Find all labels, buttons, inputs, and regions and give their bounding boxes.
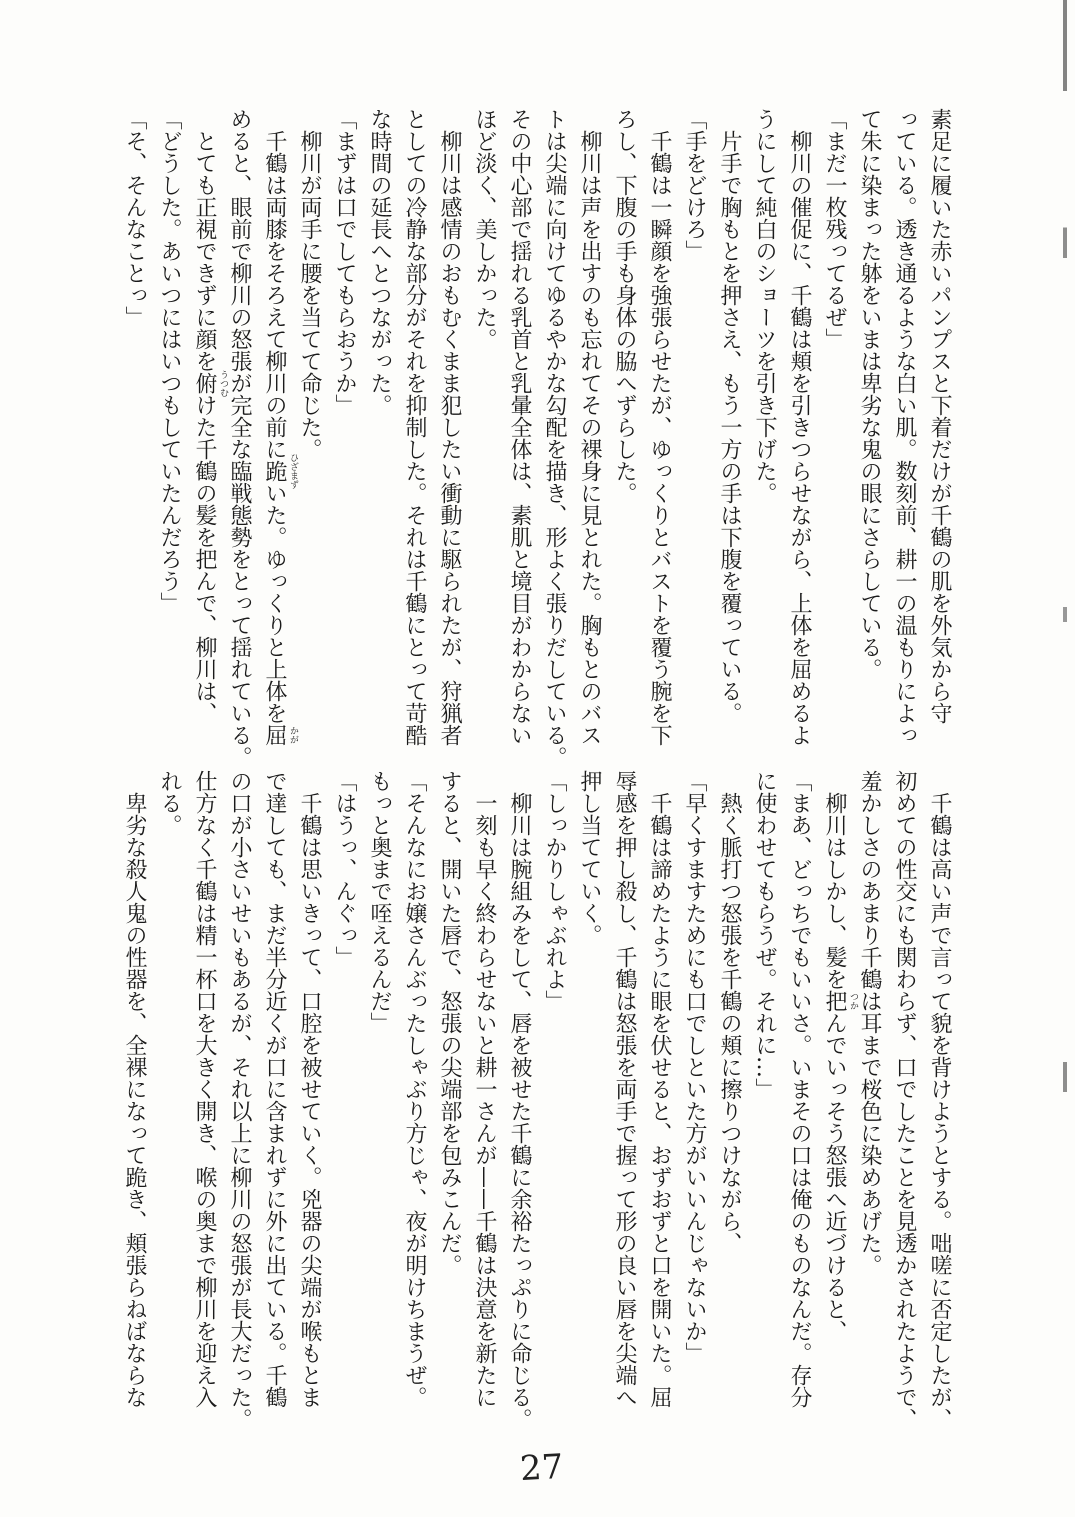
- text-line: 千鶴は高い声で言って貌を背けようとする。咄嗟に否定したが、: [927, 770, 952, 1430]
- text-line: 千鶴は諦めたように眼を伏せると、おずおずと口を開いた。屈: [647, 770, 672, 1408]
- text-line: 仕方なく千鶴は精一杯口を大きく開き、喉の奥まで柳川を迎え入: [192, 770, 217, 1408]
- text-line: ろし、下腹の手も身体の脇へずらした。: [612, 108, 637, 504]
- text-line: ほど淡く、美しかった。: [472, 108, 497, 350]
- text-line: 「まずは口でしてもらおうか」: [332, 108, 357, 416]
- text-line: 「しっかりしゃぶれよ」: [542, 770, 567, 1012]
- text-line: 「そ、そんなことっ」: [122, 108, 147, 328]
- text-line: トは尖端に向けてゆるやかな勾配を描き、形よく張りだしている。: [542, 108, 567, 768]
- text-line: 柳川の催促に、千鶴は頬を引きつらせながら、上体を屈めるよ: [787, 108, 812, 746]
- text-line: っている。透き通るような白い肌。数刻前、耕一の温もりによっ: [892, 108, 917, 746]
- text-line: 初めての性交にも関わらず、口でしたことを見透かされたようで、: [892, 770, 917, 1430]
- text-line: としての冷静な部分がそれを抑制した。それは千鶴にとって苛酷: [402, 108, 427, 746]
- text-line: すると、開いた唇で、怒張の尖端部を包みこんだ。: [437, 770, 462, 1276]
- text-line: に使わせてもらうぜ。それに…」: [752, 770, 777, 1100]
- text-line: 「そんなにお嬢さんぶったしゃぶり方じゃ、夜が明けちまうぜ。: [402, 770, 427, 1408]
- text-line: な時間の延長へとつながった。: [367, 108, 392, 416]
- ruby-reading: かが: [288, 726, 298, 744]
- text-line: 押し当てていく。: [577, 770, 602, 946]
- scan-edge-artifact: [1063, 0, 1067, 1517]
- text-line: 一刻も早く終わらせないと耕一さんが——千鶴は決意を新たに: [472, 770, 497, 1408]
- text-line: の口が小さいせいもあるが、それ以上に柳川の怒張が長大だった。: [227, 770, 252, 1430]
- text-line: 「どうした。あいつにはいつもしていたんだろう」: [157, 108, 182, 614]
- text-line: 千鶴は思いきって、口腔を被せていく。兇器の尖端が喉もとま: [297, 770, 322, 1408]
- text-line: 柳川は感情のおもむくまま犯したい衝動に駆られたが、狩猟者: [437, 108, 462, 746]
- text-line: 「まだ一枚残ってるぜ」: [822, 108, 847, 350]
- text-line: 素足に履いた赤いパンプスと下着だけが千鶴の肌を外気から守: [927, 108, 952, 724]
- text-line: 柳川が両手に腰を当てて命じた。: [297, 108, 322, 460]
- text-line: 卑劣な殺人鬼の性器を、全裸になって跪き、頬張らねばならな: [122, 770, 147, 1408]
- text-line: 柳川は腕組みをして、唇を被せた千鶴に余裕たっぷりに命じる。: [507, 770, 532, 1430]
- text-line: その中心部で揺れる乳首と乳暈全体は、素肌と境目がわからない: [507, 108, 532, 746]
- text-line: 「早くすますためにも口でしといた方がいいんじゃないか」: [682, 770, 707, 1364]
- text-line: 「まあ、どっちでもいいさ。いまその口は俺のものなんだ。存分: [787, 770, 812, 1408]
- text-line: 「手をどけろ」: [682, 108, 707, 262]
- text-line: 「はうっ、んぐっ」: [332, 770, 357, 968]
- text-line: 柳川は声を出すのも忘れてその裸身に見とれた。胸もとのバス: [577, 108, 602, 746]
- ruby-reading: ひざまず: [288, 453, 298, 489]
- text-line: 羞かしさのあまり千鶴は耳まで桜色に染めあげた。: [857, 770, 882, 1276]
- text-line: とても正視できずに顔を俯けた千鶴の髪を把んで、柳川は、: [192, 108, 217, 724]
- text-line: 熱く脈打つ怒張を千鶴の頬に擦りつけながら、: [717, 770, 742, 1254]
- text-line: 辱感を押し殺し、千鶴は怒張を両手で握って形の良い唇を尖端へ: [612, 770, 637, 1408]
- ruby-reading: つか: [848, 992, 858, 1010]
- text-block-bottom: [117, 770, 957, 1430]
- text-line: れる。: [157, 770, 182, 836]
- ruby-reading: うつむ: [218, 369, 228, 397]
- text-line: 千鶴は一瞬顔を強張らせたが、ゆっくりとバストを覆う腕を下: [647, 108, 672, 746]
- text-line: 千鶴は両膝をそろえて柳川の前に跪いた。ゆっくりと上体を屈: [262, 108, 287, 746]
- text-line: て朱に染まった躰をいまは卑劣な鬼の眼にさらしている。: [857, 108, 882, 680]
- text-line: で達しても、まだ半分近くが口に含まれずに外に出ている。千鶴: [262, 770, 287, 1408]
- text-line: 片手で胸もとを押さえ、もう一方の手は下腹を覆っている。: [717, 108, 742, 724]
- text-line: めると、眼前で柳川の怒張が完全な臨戦態勢をとって揺れている。: [227, 108, 252, 768]
- text-block-top: [117, 108, 957, 768]
- text-line: もっと奥まで咥えるんだ」: [367, 770, 392, 1034]
- text-line: うにして純白のショーツを引き下げた。: [752, 108, 777, 504]
- page-number: 27: [518, 1446, 565, 1490]
- text-line: 柳川はしかし、髪を把んでいっそう怒張へ近づけると、: [822, 770, 847, 1342]
